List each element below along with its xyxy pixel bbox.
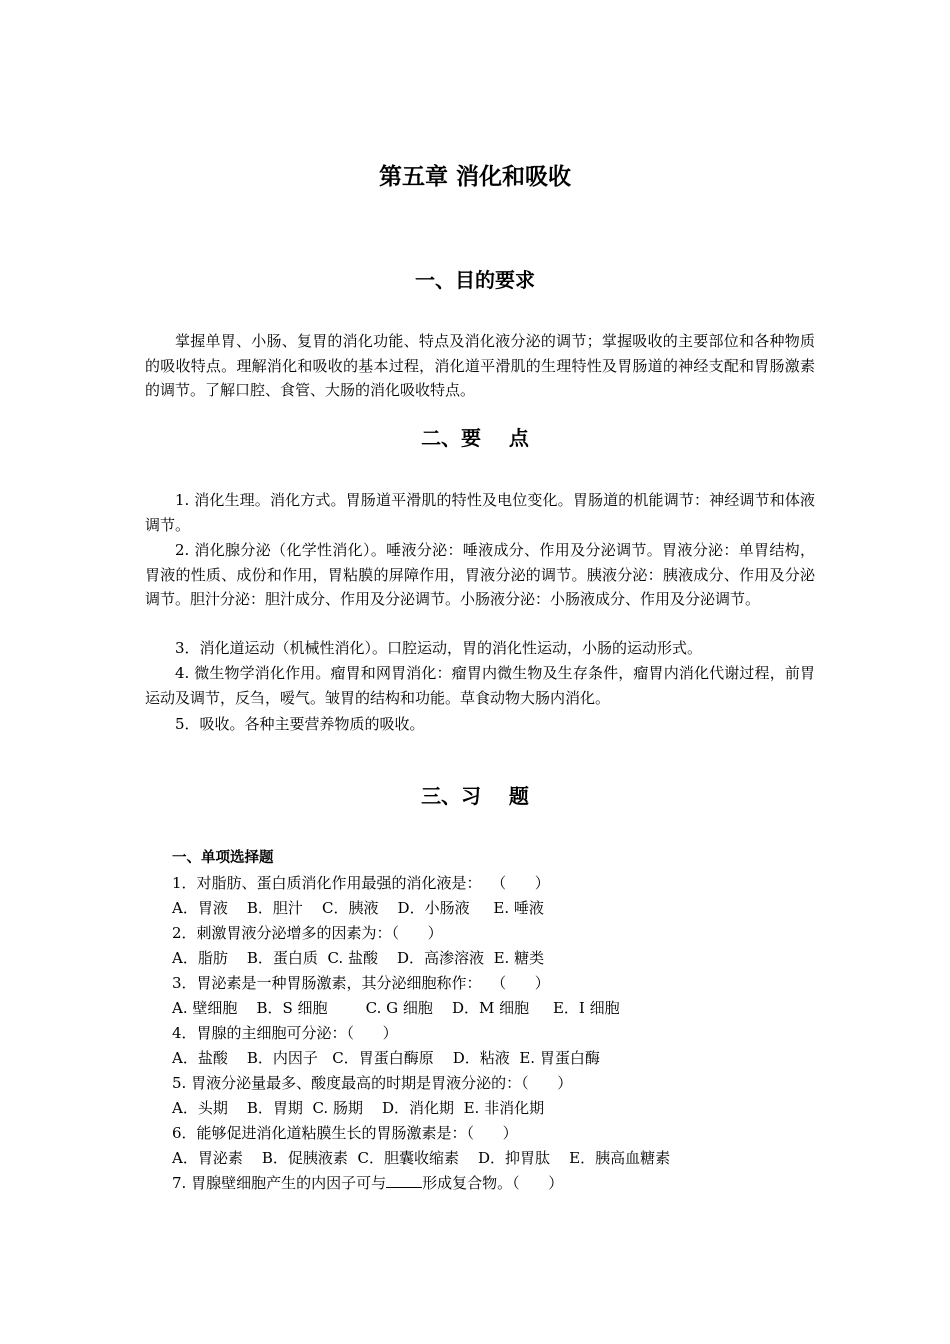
key-point-item: 2. 消化腺分泌（化学性消化）。唾液分泌：唾液成分、作用及分泌调节。胃液分泌：单胃结构，胃液的性质、成份和作用，胃粘膜的屏障作用，胃液分泌的调节。胰液分泌：胰液成分、作用及分泌调节。胆汁分泌：胆汁成分、作用及分泌调节。小肠液分泌：小肠液成分、作用及分泌调节。 [145, 541, 815, 608]
options-line: A．胃泌素 B．促胰液素 C．胆囊收缩素 D．抑胃肽 E．胰高血糖素 [172, 1149, 671, 1167]
question-line: 3．胃泌素是一种胃肠激素，其分泌细胞称作： （ ） [172, 974, 550, 992]
key-point-item: 4. 微生物学消化作用。瘤胃和网胃消化：瘤胃内微生物及生存条件，瘤胃内消化代谢过程，前胃运动及调节，反刍，嗳气。皱胃的结构和功能。草食动物大肠内消化。 [145, 664, 815, 707]
objectives-paragraph: 掌握单胃、小肠、复胃的消化功能、特点及消化液分泌的调节；掌握吸收的主要部位和各种物质的吸收特点。理解消化和吸收的基本过程，消化道平滑肌的生理特性及胃肠道的神经支配和胃肠激素的调节。了解口腔、食管、大肠的消化吸收特点。 [145, 332, 815, 399]
exercises-heading: 三、习 题 [421, 784, 529, 808]
fill-in-blank [386, 1173, 422, 1188]
options-line: A．脂肪 B．蛋白质 C. 盐酸 D．高渗溶液 E. 糖类 [172, 949, 545, 967]
key-point-item: 1. 消化生理。消化方式。胃肠道平滑肌的特性及电位变化。胃肠道的机能调节：神经调节和体液调节。 [145, 491, 815, 534]
options-line: A. 壁细胞 B．S 细胞 C. G 细胞 D．M 细胞 E．I 细胞 [172, 999, 620, 1017]
objectives-heading: 一、目的要求 [415, 268, 535, 292]
options-line: A．胃液 B．胆汁 C．胰液 D．小肠液 E. 唾液 [172, 899, 544, 917]
options-line: A．盐酸 B．内因子 C．胃蛋白酶原 D．粘液 E. 胃蛋白酶 [172, 1049, 600, 1067]
options-line: A．头期 B．胃期 C. 肠期 D．消化期 E. 非消化期 [172, 1099, 545, 1117]
question-7-text-end: 形成复合物。（ ） [422, 1174, 564, 1192]
question-line: 6．能够促进消化道粘膜生长的胃肠激素是：（ ） [172, 1124, 518, 1142]
key-point-item: 3．消化道运动（机械性消化）。口腔运动，胃的消化性运动，小肠的运动形式。 [175, 639, 703, 657]
question-line: 4．胃腺的主细胞可分泌：（ ） [172, 1024, 398, 1042]
chapter-title: 第五章 消化和吸收 [378, 164, 571, 190]
question-line: 1．对脂肪、蛋白质消化作用最强的消化液是： （ ） [172, 874, 550, 892]
question-list [172, 846, 832, 1196]
question-7-text-start: 7. 胃腺壁细胞产生的内因子可与 [172, 1174, 387, 1192]
key-point-item: 5．吸收。各种主要营养物质的吸收。 [175, 715, 425, 733]
question-line: 5. 胃液分泌量最多、酸度最高的时期是胃液分泌的：（ ） [172, 1074, 573, 1092]
question-line: 2．刺激胃液分泌增多的因素为：（ ） [172, 924, 443, 942]
key-points-heading: 二、要 点 [421, 426, 529, 450]
question-line [172, 1171, 832, 1196]
single-choice-heading: 一、单项选择题 [172, 850, 274, 866]
